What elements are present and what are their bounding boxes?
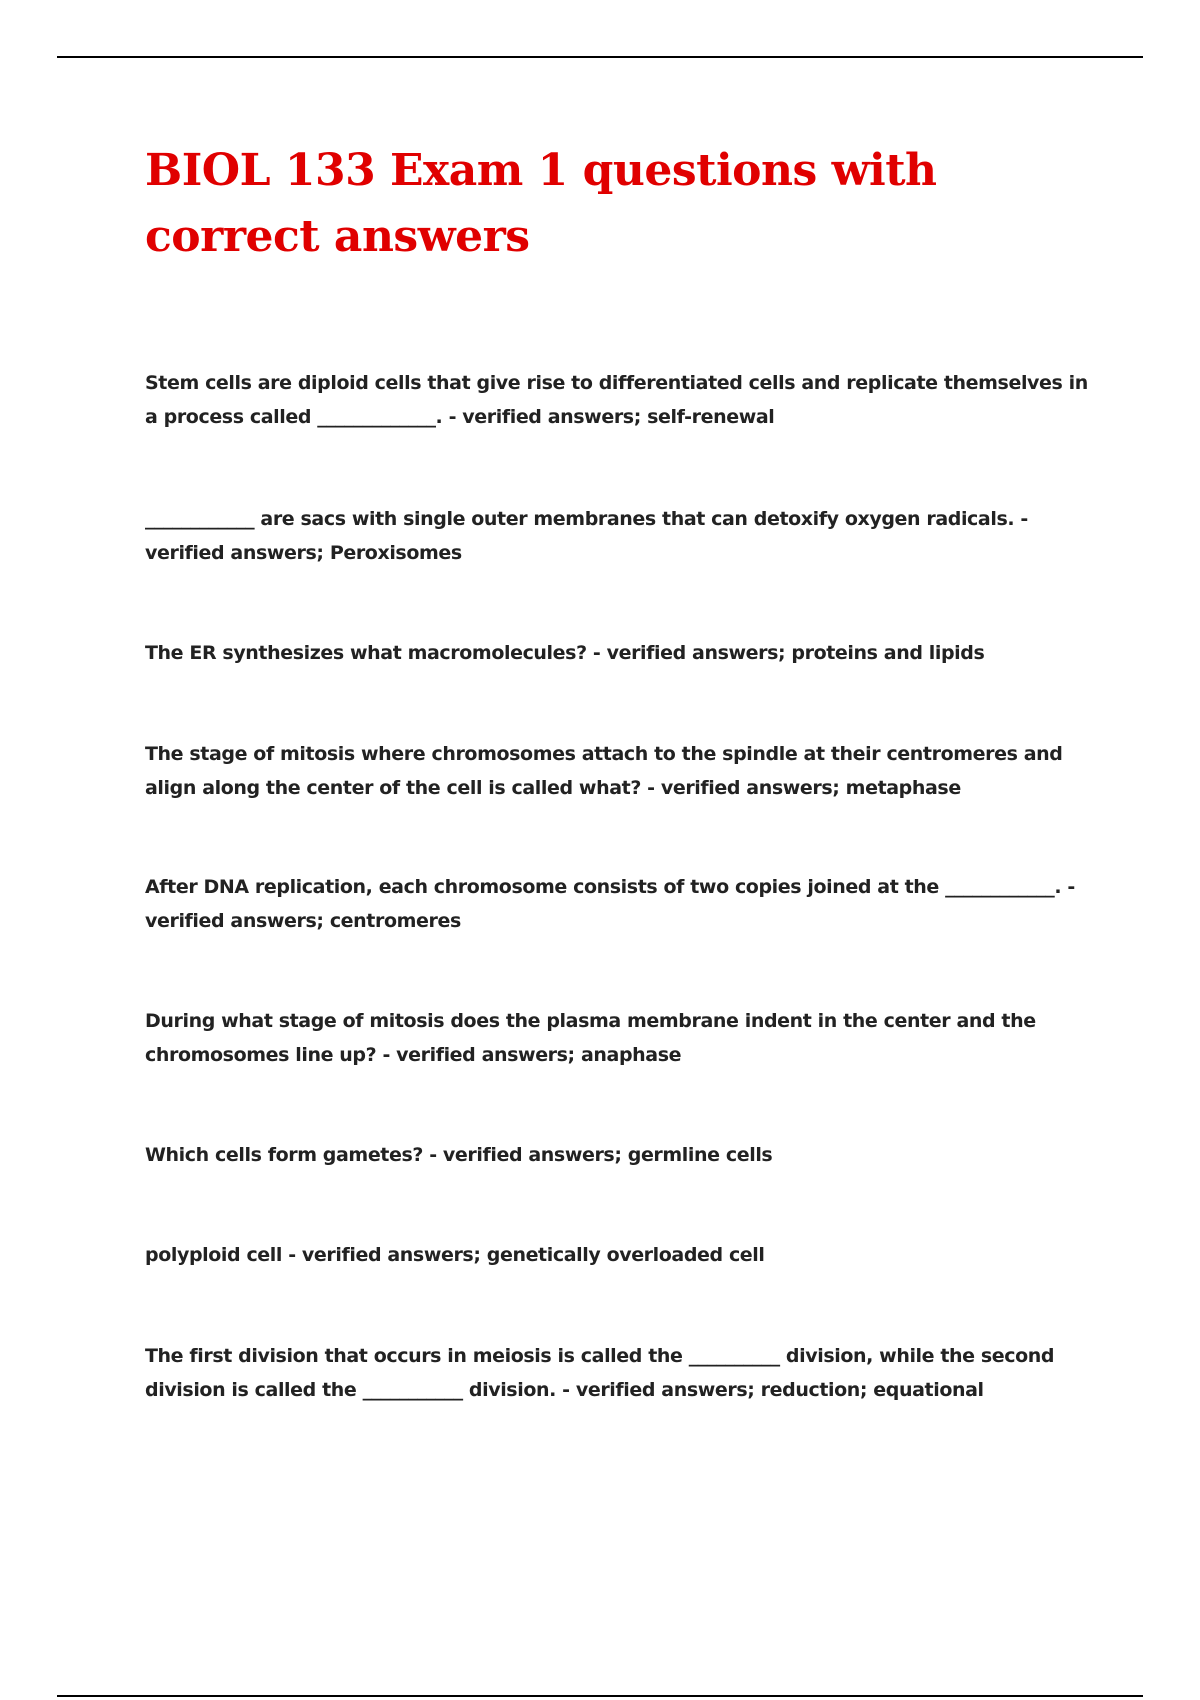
qa-item-4: The stage of mitosis where chromosomes attach to the spindle at their centromeres and align along the center of the cell is called what? - verified answers; metaphase — [145, 743, 1063, 799]
top-rule — [57, 56, 1143, 58]
qa-item-2: ____________ are sacs with single outer membranes that can detoxify oxygen radicals. - verified answers; Peroxisomes — [145, 508, 1028, 564]
qa-item-8: polyploid cell - verified answers; genetically overloaded cell — [145, 1244, 765, 1266]
qa-item-1: Stem cells are diploid cells that give rise to differentiated cells and replicate themselves in a process called _____________. - verified answers; self-renewal — [145, 372, 1088, 428]
qa-item-5: After DNA replication, each chromosome consists of two copies joined at the ____________. - verified answers; centromeres — [145, 876, 1075, 932]
qa-item-9: The first division that occurs in meiosis is called the __________ division, while the second division is called the ___________ division. - verified answers; reduction; equational — [145, 1345, 1055, 1401]
qa-item-3: The ER synthesizes what macromolecules? - verified answers; proteins and lipids — [145, 642, 985, 664]
document-title: BIOL 133 Exam 1 questions with correct answers — [145, 145, 937, 262]
bottom-rule — [57, 1695, 1143, 1697]
qa-item-6: During what stage of mitosis does the plasma membrane indent in the center and the chromosomes line up? - verified answers; anaphase — [145, 1010, 1036, 1066]
qa-item-7: Which cells form gametes? - verified answers; germline cells — [145, 1144, 773, 1166]
